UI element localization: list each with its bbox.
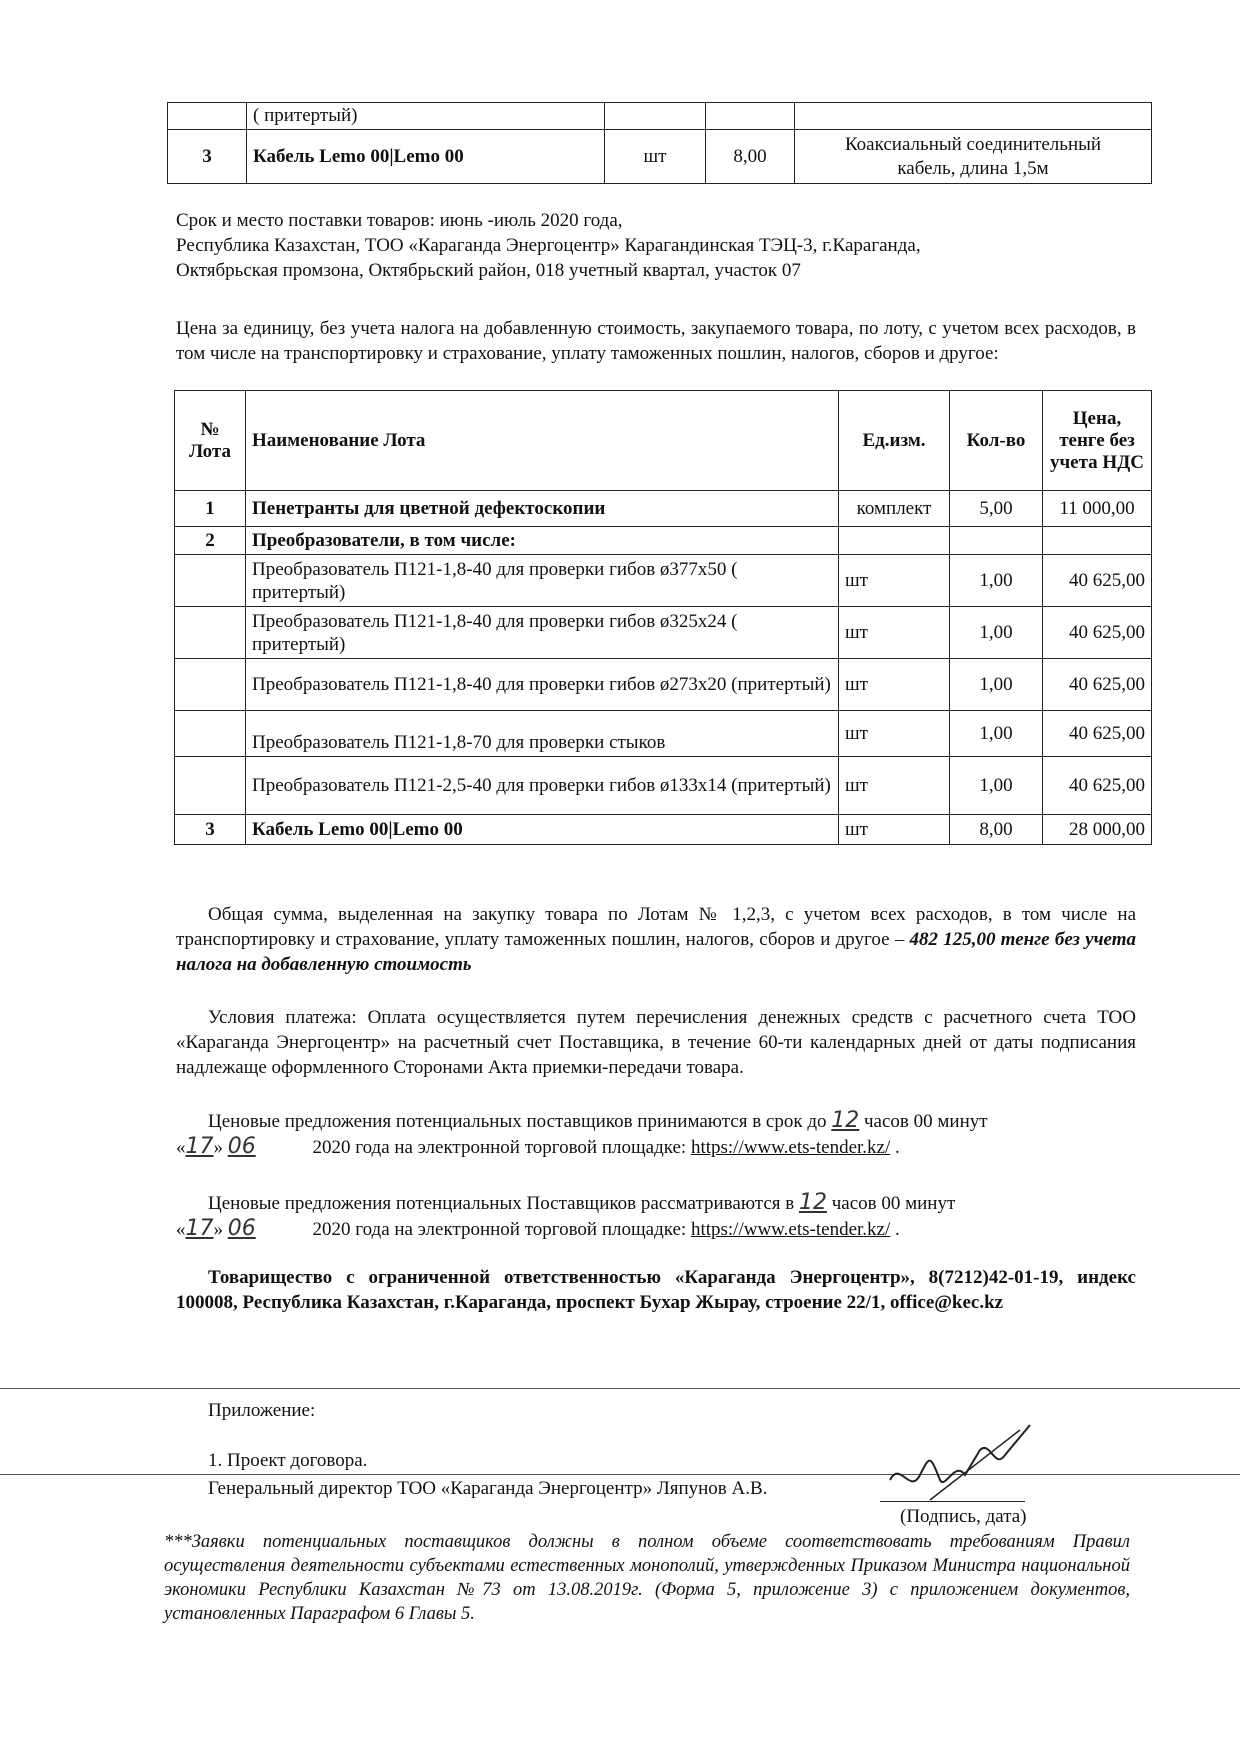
acceptance-deadline: Ценовые предложения потенциальных поставщиков принимаются в срок до 12 часов 00 минут «17» 06 2020 года на электронной торговой площадке: https://www.ets-tender.kz/ .	[176, 1108, 988, 1159]
handwritten-month: 06	[227, 1216, 256, 1241]
handwritten-day: 17	[185, 1134, 214, 1159]
col-header-price: Цена, тенге без учета НДС	[1043, 391, 1152, 491]
signature-scribble	[870, 1420, 1050, 1510]
top-table	[167, 102, 1152, 184]
payment-terms: Условия платежа: Оплата осуществляется путем перечисления денежных средств с расчетного счета ТОО «Караганда Энергоцентр» на расчетный счет Поставщика, в течение 60-ти календарных дней от даты подписания надлежаще оформленного Сторонами Акта приемки-передачи товара.	[176, 1007, 1136, 1078]
price-intro: Цена за единицу, без учета налога на добавленную стоимость, закупаемого товара, по лоту, с учетом всех расходов, в том числе на транспортировку и страхование, уплату таможенных пошлин, налогов, сборов и другое:	[176, 318, 1136, 364]
table-cell: шт	[605, 130, 706, 184]
director-line: Генеральный директор ТОО «Караганда Энергоцентр» Ляпунов А.В.	[208, 1478, 768, 1499]
table-row: Преобразователь П121-1,8-70 для проверки стыков шт 1,00 40 625,00	[175, 711, 1152, 757]
company-info: Товарищество с ограниченной ответственностью «Караганда Энергоцентр», 8(7212)42-01-19, индекс 100008, Республика Казахстан, г.Караганда, проспект Бухар Жырау, строение 22/1, office@kec.kz	[176, 1267, 1136, 1313]
table-row: Преобразователь П121-2,5-40 для проверки гибов ø133х14 (притертый) шт 1,00 40 625,00	[175, 757, 1152, 815]
total-paragraph: Общая сумма, выделенная на закупку товара по Лотам № 1,2,3, с учетом всех расходов, в том числе на транспортировку и страхование, уплату таможенных пошлин, налогов, сборов и другое – 482 125,00 тенге без учета налога на добавленную стоимость	[176, 904, 1137, 975]
col-header-num: № Лота	[175, 391, 246, 491]
lots-table	[174, 390, 1152, 845]
table-row: 2 Преобразователи, в том числе:	[175, 527, 1152, 555]
col-header-qty: Кол-во	[950, 391, 1043, 491]
table-cell: 3	[168, 130, 247, 184]
attachment-item: 1. Проект договора.	[208, 1450, 368, 1471]
table-cell: Коаксиальный соединительный кабель, длина 1,5м	[795, 130, 1152, 184]
ets-tender-link[interactable]: https://www.ets-tender.kz/	[690, 1219, 891, 1240]
table-row: 3 Кабель Lemo 00|Lemo 00 шт 8,00 28 000,00	[175, 815, 1152, 845]
table-row: 1 Пенетранты для цветной дефектоскопии комплект 5,00 11 000,00	[175, 491, 1152, 527]
table-row: Преобразователь П121-1,8-40 для проверки гибов ø273х20 (притертый) шт 1,00 40 625,00	[175, 659, 1152, 711]
table-row: Преобразователь П121-1,8-40 для проверки гибов ø325х24 ( притертый) шт 1,00 40 625,00	[175, 607, 1152, 659]
col-header-unit: Ед.изм.	[839, 391, 950, 491]
footnote: ***Заявки потенциальных поставщиков должны в полном объеме соответствовать требованиям Правил осуществления деятельности субъектами естественных монополий, утвержденных Приказом Министра национальной экономики Республики Казахстан №73 от 13.08.2019г. (Форма 5, приложение 3) с приложением документов, установленных Параграфом 6 Главы 5.	[164, 1532, 1130, 1624]
divider	[0, 1474, 1240, 1475]
table-row: Преобразователь П121-1,8-40 для проверки гибов ø377х50 ( притертый) шт 1,00 40 625,00	[175, 555, 1152, 607]
delivery-info: Срок и место поставки товаров: июнь -июль 2020 года, Республика Казахстан, ТОО «Караганда Энергоцентр» Карагандинская ТЭЦ-3, г.Караганда, Октябрьская промзона, Октябрьский район, 018 учетный квартал, участок 07	[176, 210, 921, 281]
ets-tender-link[interactable]: https://www.ets-tender.kz/	[690, 1137, 891, 1158]
signature-caption: (Подпись, дата)	[900, 1506, 1027, 1527]
attachment-title: Приложение:	[208, 1400, 316, 1421]
review-deadline: Ценовые предложения потенциальных Поставщиков рассматриваются в 12 часов 00 минут «17» 06 2020 года на электронной торговой площадке: https://www.ets-tender.kz/ .	[176, 1190, 956, 1241]
handwritten-month: 06	[227, 1134, 256, 1159]
table-cell: Кабель Lemo 00|Lemo 00	[247, 130, 605, 184]
handwritten-hour: 12	[831, 1108, 860, 1133]
divider	[0, 1388, 1240, 1389]
table-cell: ( притертый)	[247, 103, 605, 130]
col-header-name: Наименование Лота	[246, 391, 839, 491]
table-cell: 8,00	[706, 130, 795, 184]
handwritten-day: 17	[185, 1216, 214, 1241]
total-amount: 482 125,00 тенге без учета налога на добавленную стоимость	[176, 929, 1137, 975]
handwritten-hour: 12	[798, 1190, 827, 1215]
